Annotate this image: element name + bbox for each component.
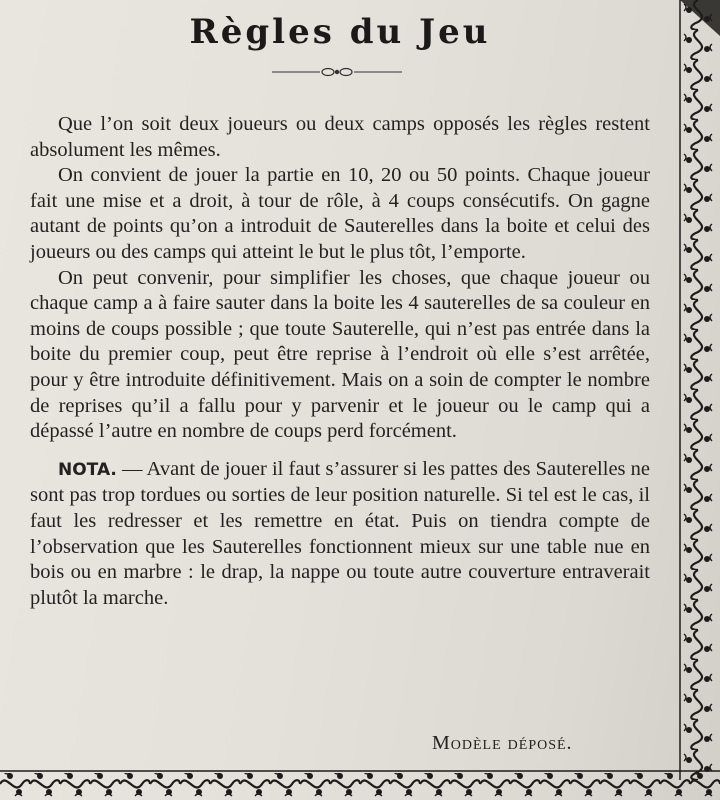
title-flourish-ornament	[272, 64, 402, 80]
nota-text: — Avant de jouer il faut s’assurer si les pattes des Sauterelles ne sont pas trop tordues ou sorties de leur position naturelle. Si tel est le cas, il faut les redresser et les remettre en état. Puis on tiendra compte de l’observation que les Sauterelles fonctionnent mieux sur une table nue en bois ou en marbre : le drap, la nappe ou toute autre couverture entraverait plutôt la marche.	[30, 457, 651, 609]
nota-label: NOTA.	[58, 459, 117, 480]
rules-paragraph: On peut convenir, pour simplifier les choses, que chaque joueur ou chaque camp a à faire sauter dans la boite les 4 sauterelles de sa couleur en moins de coups possible ; que toute Sauterelle, qui n’est pas entrée dans la boite du premier coup, peut être reprise à l’endroit où elle s’est arrêtée, pour y être introduite définitivement. Mais on a soin de compter le nombre de reprises qu’il a fallu pour y parvenir et le joueur ou le camp qui a dépassé l’autre en nombre de coups perd forcément.	[30, 266, 650, 443]
right-ornamental-border	[676, 0, 720, 780]
page-title: Règles du Jeu	[189, 12, 491, 52]
bottom-ornamental-border	[0, 768, 720, 800]
modele-depose-signature: Modèle déposé.	[432, 732, 573, 754]
rules-paragraph: Que l’on soit deux joueurs ou deux camps opposés les règles restent absolument les mêmes.	[30, 113, 650, 161]
rules-paragraph: On convient de jouer la partie en 10, 20 ou 50 points. Chaque joueur fait une mise et a droit, à tour de rôle, à 4 coups consécutifs. On gagne autant de points qu’on a introduit de Sauterelles dans la boite et celui des joueurs ou des camps qui atteint le but le plus tôt, l’emporte.	[30, 164, 650, 263]
rules-body	[30, 112, 650, 611]
nota-paragraph	[30, 457, 650, 612]
